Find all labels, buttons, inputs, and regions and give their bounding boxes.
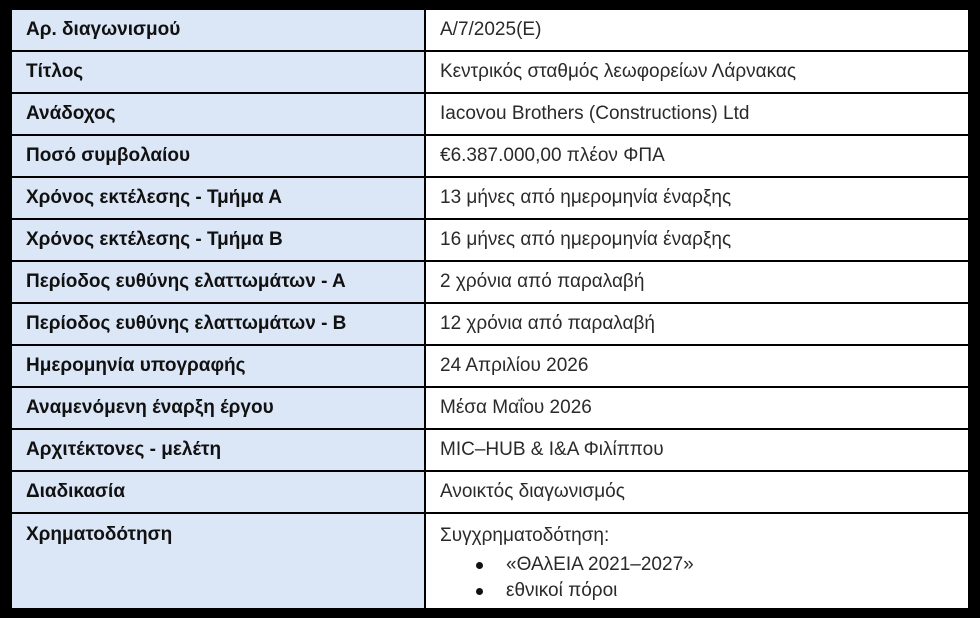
row-value: Iacovou Brothers (Constructions) Ltd [425,93,969,135]
row-label: Διαδικασία [11,471,425,513]
table-row [11,219,969,261]
funding-item: εθνικοί πόροι [506,580,618,601]
table-row [11,387,969,429]
row-label: Αρχιτέκτονες - μελέτη [11,429,425,471]
row-label: Ημερομηνία υπογραφής [11,345,425,387]
bullet-icon [476,588,483,595]
row-label: Περίοδος ευθύνης ελαττωμάτων - Α [11,261,425,303]
row-value: 16 μήνες από ημερομηνία έναρξης [425,219,969,261]
row-label: Ποσό συμβολαίου [11,135,425,177]
table-row [11,9,969,51]
table-row [11,471,969,513]
row-value: 2 χρόνια από παραλαβή [425,261,969,303]
funding-item: «ΘΑλΕΙΑ 2021–2027» [506,554,694,575]
funding-label: Χρηματοδότηση [11,513,425,609]
funding-value [425,513,969,609]
row-value: Ανοικτός διαγωνισμός [425,471,969,513]
row-value: Μέσα Μαΐου 2026 [425,387,969,429]
table-row [11,429,969,471]
row-value: 24 Απριλίου 2026 [425,345,969,387]
funding-intro: Συγχρηματοδότηση: [440,525,610,546]
row-label: Τίτλος [11,51,425,93]
row-label: Χρόνος εκτέλεσης - Τμήμα Α [11,177,425,219]
row-value: 13 μήνες από ημερομηνία έναρξης [425,177,969,219]
list-item [440,552,954,578]
table-row [11,135,969,177]
row-value: MIC–HUB & I&A Φιλίππου [425,429,969,471]
row-value: 12 χρόνια από παραλαβή [425,303,969,345]
table-row [11,177,969,219]
table-row [11,93,969,135]
list-item [440,578,954,604]
row-label: Περίοδος ευθύνης ελαττωμάτων - Β [11,303,425,345]
row-label: Αρ. διαγωνισμού [11,9,425,51]
row-label: Χρόνος εκτέλεσης - Τμήμα Β [11,219,425,261]
table-row [11,261,969,303]
table-row [11,51,969,93]
funding-list [440,552,954,604]
bullet-icon [476,562,483,569]
row-value: €6.387.000,00 πλέον ΦΠΑ [425,135,969,177]
project-info-table [10,8,970,610]
row-value: Α/7/2025(Ε) [425,9,969,51]
row-label: Ανάδοχος [11,93,425,135]
table-row [11,345,969,387]
table-row-funding [11,513,969,609]
info-table-frame [10,8,970,610]
row-label: Αναμενόμενη έναρξη έργου [11,387,425,429]
table-row [11,303,969,345]
row-value: Κεντρικός σταθμός λεωφορείων Λάρνακας [425,51,969,93]
